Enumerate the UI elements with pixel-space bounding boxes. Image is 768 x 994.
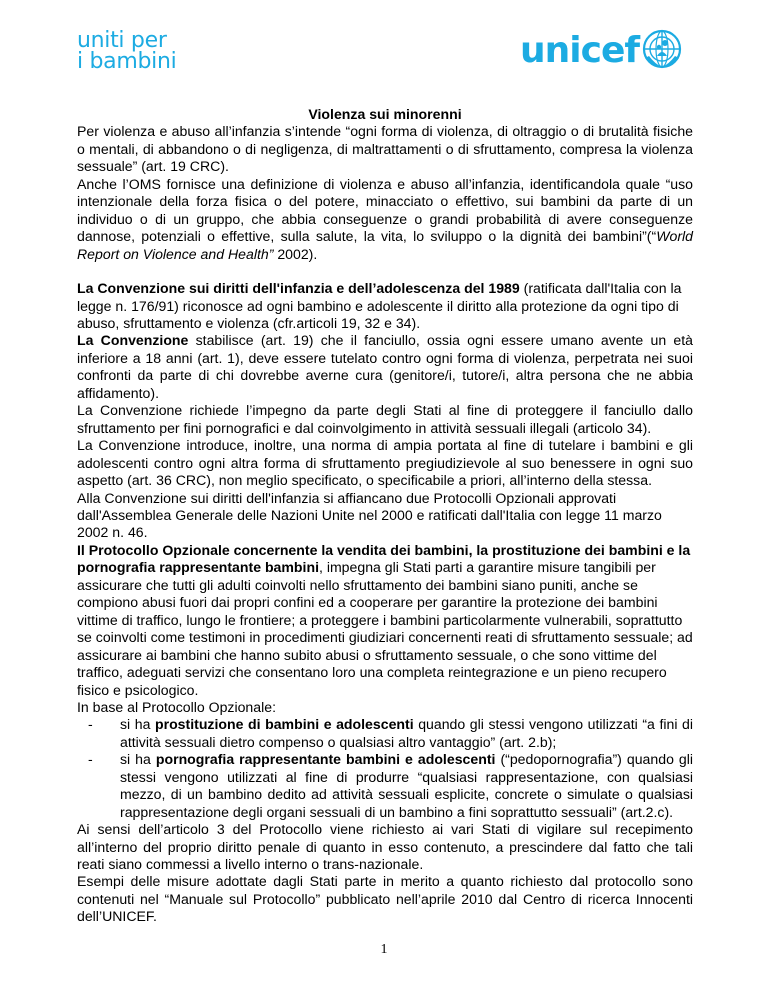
paragraph-3 — [77, 280, 693, 332]
list-item-text-end: (“pedopornografia”) quando gli stessi vengono utilizzati al fine di produrre “qualsiasi rappresentazione, con qualsiasi mezzo, di un bambino dedito ad attività sessuali esplicite, concrete o simulate o qualsiasi rappresentazione degli organi sessuali di un bambino a fini soprattutto sessuali” (art.2.c). — [120, 751, 694, 820]
paragraph-2-text: Anche l’OMS fornisce una definizione di violenza e abuso all’infanzia, identificandola quale “uso intenzionale della forza fisica o del potere, minacciato o effettivo, sui bambini da parte di un individuo o di un gruppo, che abbia conseguenze o grandi probabilità di avere conseguenze dannose, potenziali o effettive, sulla salute, la vita, lo sviluppo o la dignità dei bambini”(“ — [77, 175, 693, 245]
paragraph-8-bold: Il Protocollo Opzionale concernente la vendita dei bambini, la prostituzione dei bambini e la pornografia rappresentante bambini — [77, 541, 691, 576]
paragraph-2-italic: World Report on Violence and Health” — [77, 228, 693, 262]
paragraph-8-text: , impegna gli Stati parti a garantire misure tangibili per assicurare che tutti gli adulti coinvolti nello sfruttamento dei bambini siano puniti, anche se compiono abusi fuori dai propri confini ed a cooperare per garantire la protezione dei bambini vittime di traffico, lungo le frontiere; a proteggere i bambini particolarmente vulnerabili, soprattutto se coinvolti come testimoni in procedimenti giudiziari concernenti reati di sfruttamento sessuale; ad assicurare ai bambini che hanno subito abusi o sfruttamento sessuale, o che sono vittime del traffico, adeguati servizi che consentano loro una completa reintegrazione e un pieno recupero fisico e psicologico. — [77, 559, 693, 698]
list-item-text: si ha — [120, 716, 155, 733]
paragraph-10: Ai sensi dell’articolo 3 del Protocollo viene richiesto ai vari Stati di vigilare sul recepimento all’interno del proprio diritto penale di quanto in esso contenuto, a prescindere dal fatto che tali reati siano commessi a livello interno o trans-nazionale. — [77, 821, 693, 873]
list-item-bold: pornografia rappresentante bambini e adolescenti — [155, 751, 496, 768]
document-body — [77, 106, 693, 926]
definition-list — [77, 716, 693, 821]
paragraph-4-bold: La Convenzione — [77, 332, 189, 349]
logo-line-1: uniti per — [77, 28, 167, 53]
paragraph-3-bold: La Convenzione sui diritti dell'infanzia e dell’adolescenza del 1989 — [77, 280, 520, 297]
list-dash: - — [88, 716, 93, 733]
paragraph-8 — [77, 542, 693, 699]
list-item — [77, 716, 693, 751]
logo-line-2: i bambini — [77, 49, 177, 74]
paragraph-2 — [77, 176, 693, 263]
paragraph-2-end: 2002). — [273, 245, 318, 262]
paragraph-4 — [77, 332, 693, 402]
paragraph-3-text: (ratificata dall'Italia con la legge n. 176/91) riconosce ad ogni bambino e adolescente il diritto alla protezione da ogni tipo di abuso, sfruttamento e violenza (cfr.articoli 19, 32 e 34). — [77, 280, 682, 331]
paragraph-6: La Convenzione introduce, inoltre, una norma di ampia portata al fine di tutelare i bambini e gli adolescenti contro ogni altra forma di sfruttamento pregiudizievole al suo benessere in ogni suo aspetto (art. 36 CRC), non meglio specificato, o specificabile a priori, all’interno della stessa. — [77, 437, 693, 489]
paragraph-5: La Convenzione richiede l’impegno da parte degli Stati al fine di proteggere il fanciullo dallo sfruttamento per fini pornografici e dal coinvolgimento in attività sessuali illegali (articolo 34). — [77, 402, 693, 436]
page-number: 1 — [380, 942, 388, 957]
paragraph-11: Esempi delle misure adottate dagli Stati parte in merito a quanto richiesto dal protocollo sono contenuti nel “Manuale sul Protocollo” pubblicato nell’aprile 2010 dal Centro di ricerca Innocenti dell’UNICEF. — [77, 873, 693, 925]
list-item-bold: prostituzione di bambini e adolescenti — [154, 716, 414, 733]
unicef-emblem-icon — [641, 28, 683, 75]
uniti-per-i-bambini-logo — [77, 30, 176, 72]
list-dash: - — [88, 751, 93, 768]
list-item-text-end: quando gli stessi vengono utilizzati “a fini di attività sessuali dietro compenso o qualsiasi altro vantaggio” (art. 2.b); — [120, 716, 694, 750]
list-item — [77, 751, 693, 821]
unicef-logo — [520, 28, 683, 74]
unicef-wordmark: unicef — [520, 30, 640, 71]
page-title: Violenza sui minorenni — [308, 106, 462, 122]
paragraph-9: In base al Protocollo Opzionale: — [77, 698, 276, 715]
paragraph-4-text: stabilisce (art. 19) che il fanciullo, ossia ogni essere umano avente un età inferiore a 18 anni (art. 1), deve essere tutelato contro ogni forma di violenza, perpetrata nei suoi confronti da parte di chi dovrebbe averne cura (genitore/i, tutore/i, altra persona che ne abbia affidamento). — [77, 332, 693, 401]
paragraph-7: Alla Convenzione sui diritti dell'infanzia si affiancano due Protocolli Opzionali approvati dall'Assemblea Generale delle Nazioni Unite nel 2000 e ratificati dall'Italia con legge 11 marzo 2002 n. 46. — [77, 489, 662, 541]
list-item-text: si ha — [120, 751, 156, 768]
paragraph-1: Per violenza e abuso all’infanzia s’intende “ogni forma di violenza, di oltraggio o di brutalità fisiche o mentali, di abbandono o di negligenza, di maltrattamenti o di sfruttamento, compresa la violenza sessuale” (art. 19 CRC). — [77, 123, 693, 175]
